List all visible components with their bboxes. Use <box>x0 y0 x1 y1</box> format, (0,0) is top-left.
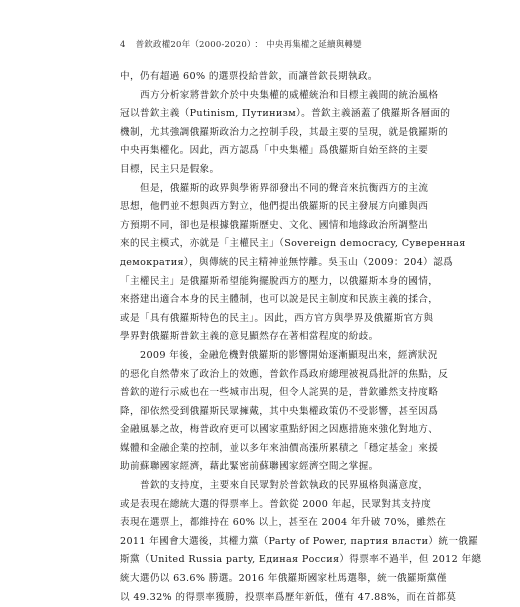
page-number: 4 <box>120 40 126 50</box>
text-line: 2011 年國會大選後，其權力黨（Party of Power, партия власти）統一俄羅 <box>120 535 479 547</box>
text-line: 斯黨（United Russia party, Единая Россия）得票率不過半，但 2012 年總 <box>120 554 482 566</box>
text-line: 表現在選票上，都維持在 60% 以上，甚至在 2004 年升破 70%，雖然在 <box>120 517 447 529</box>
text-line: 中央再集權化。因此，西方認爲「中央集權」爲俄羅斯自始至終的主要 <box>120 145 429 157</box>
text-line: 但是，俄羅斯的政界與學術界卻發出不同的聲音來抗衡西方的主流 <box>140 182 429 194</box>
text-line: 機制，尤其強調俄羅斯政治力之控制手段，其最主要的呈現，就是俄羅斯的 <box>120 126 449 138</box>
text-line: 冠以普欽主義（Putinism, Путинизм）。普欽主義涵蓋了俄羅斯各層面的 <box>120 108 451 120</box>
text-line: 或是「具有俄羅斯特色的民主」。因此，西方官方與學界及俄羅斯官方與 <box>120 312 434 324</box>
text-line: 目標，民主只是假象。 <box>120 163 220 175</box>
text-line: 降，卻依然受到俄羅斯民眾擁戴，其中央集權政策仍不受影響，甚至因爲 <box>120 405 439 417</box>
text-line: 來搭建出適合本身的民主體制，也可以說是民主制度和民族主義的揉合， <box>120 294 439 306</box>
text-line: 西方分析家將普欽介於中央集權的威權統治和目標主義間的統治風格 <box>140 89 439 101</box>
text-line: 中，仍有超過 60% 的選票投給普欽，而讓普欽長期執政。 <box>120 71 378 82</box>
paragraph <box>120 180 466 347</box>
text-line: 來的民主模式，亦就是「主權民主」（Sovereign democracy, Суверенная <box>120 238 466 250</box>
text-line: 學界對俄羅斯普欽主義的意見顯然存在著相當程度的紛歧。 <box>120 331 379 343</box>
running-header <box>120 38 362 50</box>
text-line: 媒體和金融企業的控制，並以多年來油價高漲所累積之「穩定基金」來援 <box>120 442 439 454</box>
book-title: 普欽政權20年（2000-2020） <box>135 40 252 50</box>
text-line: 思想，他們並不想與西方對立，他們提出俄羅斯的民主發展方向雖與西 <box>120 201 429 213</box>
text-line: демократия），與傳統的民主精神並無悖離。吳玉山（2009：204）認爲 <box>120 256 454 268</box>
text-line: 方預期不同，卻也是根據俄羅斯歷史、文化、國情和地緣政治所調整出 <box>120 219 429 231</box>
text-line: 或是表現在總統大選的得票率上。普欽從 2000 年起，民眾對其支持度 <box>120 498 432 510</box>
paragraph <box>120 477 482 607</box>
text-line: 「主權民主」是俄羅斯希望能夠擺脫西方的壓力，以俄羅斯本身的國情， <box>120 275 439 287</box>
chapter-title: 中央再集權之延續與轉變 <box>266 40 362 50</box>
text-line: 的惡化自然帶來了政治上的效應，普欽作爲政府總理被視爲批評的焦點，反 <box>120 368 449 380</box>
text-line: 2009 年後，金融危機對俄羅斯的影響開始逐漸顯現出來，經濟狀況 <box>140 349 438 361</box>
header-separator: ： <box>254 40 264 50</box>
body-text <box>120 68 482 607</box>
text-line: 統大選仍以 63.6% 勝選。2016 年俄羅斯國家杜馬選舉，統一俄羅斯黨僅 <box>120 573 447 585</box>
text-line: 普欽的遊行示威也在一些城市出現，但令人詫異的是，普欽雖然支持度略 <box>120 387 439 399</box>
paragraph <box>120 347 449 477</box>
paragraph <box>120 87 451 180</box>
text-line: 金融風暴之故，梅普政府更可以國家重點紓困之因應措施來強化對地方、 <box>120 424 439 436</box>
text-line: 普欽的支持度，主要來自民眾對於普欽執政的民界風格與滿意度， <box>140 480 429 492</box>
text-line: 助前蘇聯國家經濟，藉此緊密前蘇聯國家經濟空間之掌握。 <box>120 461 379 473</box>
paragraph <box>120 68 420 87</box>
text-line: 以 49.32% 的得票率獲勝，投票率爲歷年新低，僅有 47.88%，而在首都莫 <box>120 591 457 603</box>
